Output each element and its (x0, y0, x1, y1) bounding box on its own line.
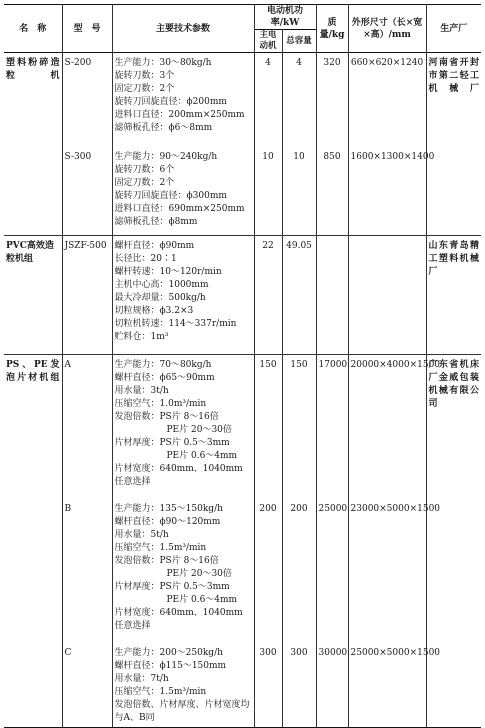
spec-line: 压缩空气：1.0m³/min (114, 399, 207, 409)
spec-line: 螺杆直径：ϕ115～150mm (114, 661, 227, 671)
cell-model: S-300 (62, 151, 112, 236)
spec-line: 旋转刀回旋直径：ϕ300mm (114, 191, 227, 201)
equipment-spec-table (4, 4, 481, 728)
spec-line: 进料口直径：200mm×250mm (114, 110, 245, 120)
table-row (4, 53, 481, 152)
cell-power-total: 200 (282, 503, 316, 647)
spec-line: 贮料仓：1m³ (114, 332, 169, 342)
header-dims: 外形尺寸（长×宽×高）/mm (348, 5, 426, 53)
spec-line: 片材宽度：640mm、1040mm任意选择 (114, 608, 243, 631)
header-model: 型 号 (62, 5, 112, 53)
cell-mass: 850 (316, 151, 348, 236)
spec-line: 固定刀数：2个 (114, 178, 175, 188)
spec-line: 片材宽度：640mm、1040mm任意选择 (114, 464, 243, 487)
spec-line: 长径比：20∶1 (114, 254, 177, 264)
spec-line: 片材厚度：PS片 0.5～3mm (114, 438, 230, 448)
cell-dims: 25000×5000×1500 (348, 647, 426, 728)
cell-specs (112, 53, 254, 152)
spec-line: 螺杆直径：ϕ90mm (114, 241, 195, 251)
header-name: 名 称 (4, 5, 62, 53)
spec-line: PE片 20～30倍 (166, 569, 232, 579)
cell-name: 塑料粉碎造粒机 (4, 53, 62, 152)
spec-line: 螺杆转速：10～120r/min (114, 267, 222, 277)
spec-line: 用水量：5t/h (114, 530, 169, 540)
cell-specs (112, 355, 254, 504)
cell-mass: 30000 (316, 647, 348, 728)
cell-specs (112, 647, 254, 728)
cell-specs (112, 503, 254, 647)
spec-line: 压缩空气：1.5m³/min (114, 543, 207, 553)
cell-maker (426, 503, 481, 647)
spec-line: 切粒规格：ϕ3.2×3 (114, 306, 194, 316)
header-maker: 生产厂 (426, 5, 481, 53)
spec-line: 滤筛板孔径：ϕ8mm (114, 217, 198, 227)
cell-maker: 河南省开封市第二轻工机械厂 (426, 53, 481, 152)
header-power-main: 主电动机 (254, 30, 282, 53)
table-row (4, 503, 481, 647)
cell-mass: 25000 (316, 503, 348, 647)
spec-line: 螺杆直径：ϕ65～90mm (114, 373, 215, 383)
cell-model: B (62, 503, 112, 647)
cell-model: A (62, 355, 112, 504)
spec-line: PE片 0.6～4mm (166, 595, 238, 605)
spec-line: 发泡倍数：PS片 8～16倍 (114, 412, 219, 422)
cell-power-total: 300 (282, 647, 316, 728)
cell-specs (112, 151, 254, 236)
cell-specs (112, 236, 254, 355)
cell-mass: 320 (316, 53, 348, 152)
cell-dims (348, 236, 426, 355)
cell-name: PS、PE发泡片材机组 (4, 355, 62, 504)
table-row (4, 647, 481, 728)
spec-line: 片材厚度：PS片 0.5～3mm (114, 582, 230, 592)
spec-line: 生产能力：30～80kg/h (114, 58, 212, 68)
spec-line: 用水量：3t/h (114, 386, 169, 396)
cell-model: JSZF-500 (62, 236, 112, 355)
spec-line: 压缩空气：1.5m³/min (114, 687, 207, 697)
cell-model: C (62, 647, 112, 728)
table-row (4, 236, 481, 355)
spec-line: 滤筛板孔径：ϕ6～8mm (114, 123, 213, 133)
table-body (4, 53, 481, 728)
cell-name (4, 151, 62, 236)
header-power: 电动机功率/kW (254, 5, 316, 30)
cell-name (4, 503, 62, 647)
cell-power-main: 10 (254, 151, 282, 236)
cell-dims: 1600×1300×1400 (348, 151, 426, 236)
header-power-total: 总容量 (282, 30, 316, 53)
spec-line: 发泡倍数：PS片 8～16倍 (114, 556, 219, 566)
cell-dims: 20000×4000×1500 (348, 355, 426, 504)
cell-dims: 23000×5000×1500 (348, 503, 426, 647)
cell-maker: 山东青岛精工塑料机械厂 (426, 236, 481, 355)
cell-name: PVC高效造粒机组 (4, 236, 62, 355)
cell-power-total: 10 (282, 151, 316, 236)
cell-power-main: 150 (254, 355, 282, 504)
cell-power-main: 22 (254, 236, 282, 355)
spec-line: 固定刀数：2个 (114, 84, 175, 94)
cell-model: S-200 (62, 53, 112, 152)
cell-power-main: 200 (254, 503, 282, 647)
cell-maker: 广东省机床厂金威包装机械有限公司 (426, 355, 481, 504)
header-params: 主要技术参数 (112, 5, 254, 53)
spec-line: 用水量：7t/h (114, 674, 169, 684)
table-row (4, 355, 481, 504)
spec-line: 最大冷却量：500kg/h (114, 293, 206, 303)
spec-line: 螺杆直径：ϕ90～120mm (114, 517, 221, 527)
spec-line: 旋转刀回旋直径：ϕ200mm (114, 97, 227, 107)
spec-line: PE片 0.6～4mm (166, 451, 238, 461)
table-row (4, 151, 481, 236)
cell-power-main: 300 (254, 647, 282, 728)
spec-line: 主机中心高：1000mm (114, 280, 209, 290)
spec-line: PE片 20～30倍 (166, 425, 232, 435)
cell-mass: 17000 (316, 355, 348, 504)
cell-mass (316, 236, 348, 355)
spec-line: 生产能力：90～240kg/h (114, 152, 218, 162)
cell-dims: 660×620×1240 (348, 53, 426, 152)
cell-power-total: 4 (282, 53, 316, 152)
cell-maker (426, 647, 481, 728)
spec-line: 发泡倍数、片材厚度、片材宽度均与A、B同 (114, 700, 250, 723)
header-mass: 质量/kg (316, 5, 348, 53)
cell-power-total: 150 (282, 355, 316, 504)
cell-power-main: 4 (254, 53, 282, 152)
spec-line: 生产能力：70～80kg/h (114, 360, 212, 370)
spec-line: 生产能力：200～250kg/h (114, 648, 223, 658)
cell-name (4, 647, 62, 728)
cell-maker (426, 151, 481, 236)
spec-line: 旋转刀数：6个 (114, 165, 175, 175)
spec-line: 旋转刀数：3个 (114, 71, 175, 81)
spec-line: 切粒机转速：114～337r/min (114, 319, 237, 329)
cell-power-total: 49.05 (282, 236, 316, 355)
spec-line: 生产能力：135～150kg/h (114, 504, 223, 514)
table-header (4, 5, 481, 53)
spec-line: 进料口直径：690mm×250mm (114, 204, 245, 214)
